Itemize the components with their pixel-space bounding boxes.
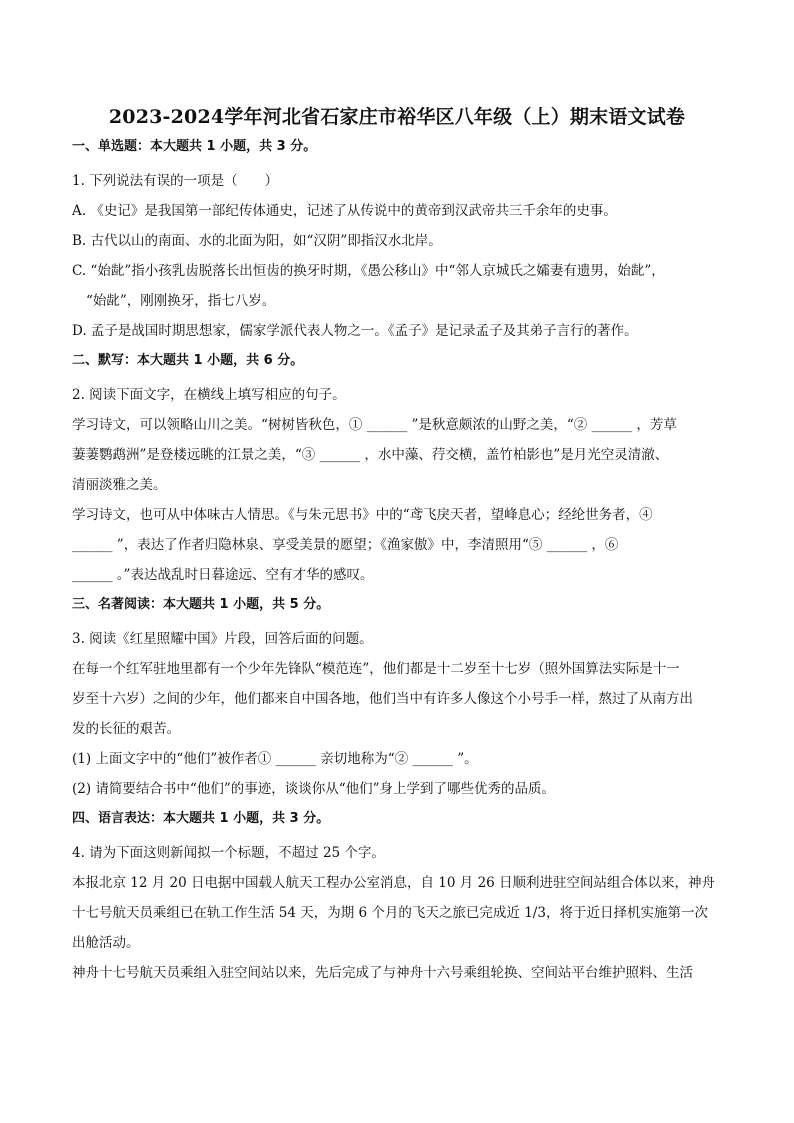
- question-4-stem: 4. 请为下面这则新闻拟一个标题，不超过 25 个字。: [72, 845, 385, 861]
- question-2-stem: 2. 阅读下面文字，在横线上填写相应的句子。: [72, 387, 346, 403]
- question-2-passage-2-line-1: 学习诗文，也可从中体味古人情思。《与朱元思书》中的“鸢飞戾天者，望峰息心；经纶世务者，④: [72, 507, 653, 523]
- question-2-passage-2-line-2: ______ ”，表达了作者归隐林泉、享受美景的愿望；《渔家傲》中，李清照用“⑤ ______ ，⑥: [72, 537, 619, 553]
- question-4-news-line-3: 出舱活动。: [72, 935, 140, 951]
- exam-title: 2023-2024学年河北省石家庄市裕华区八年级（上）期末语文试卷: [108, 106, 686, 128]
- question-3-passage-line-1: 在每一个红军驻地里都有一个少年先锋队“模范连”，他们都是十二岁至十七岁（照外国算法实际是十一: [72, 661, 680, 677]
- question-2-passage-1-line-1: 学习诗文，可以领略山川之美。“树树皆秋色，① ______ ”是秋意颇浓的山野之美，“② ______ ，芳草: [72, 417, 677, 433]
- question-4-news-line-2: 十七号航天员乘组已在轨工作生活 54 天，为期 6 个月的飞天之旅已完成近 1/3，将于近日择机实施第一次: [72, 905, 708, 921]
- section-heading-single-choice: 一、单选题：本大题共 1 小题，共 3 分。: [72, 139, 317, 154]
- question-3-passage-line-2: 岁至十六岁）之间的少年，他们都来自中国各地，他们当中有许多人像这个小号手一样，熬过了从南方出: [72, 691, 693, 707]
- question-3-stem: 3. 阅读《红星照耀中国》片段，回答后面的问题。: [72, 631, 373, 647]
- question-4-news-line-4: 神舟十七号航天员乘组入驻空间站以来，先后完成了与神舟十六号乘组轮换、空间站平台维护照料、生活: [72, 965, 693, 981]
- question-1-option-d: D. 孟子是战国时期思想家，儒家学派代表人物之一。《孟子》是记录孟子及其弟子言行的著作。: [72, 323, 638, 339]
- section-heading-dictation: 二、默写：本大题共 1 小题，共 6 分。: [72, 353, 304, 368]
- question-1-option-c-line-2: “始龀”，刚刚换牙，指七八岁。: [86, 293, 276, 309]
- question-2-passage-2-line-3: ______ 。”表达战乱时日暮途远、空有才华的感叹。: [72, 567, 374, 583]
- question-1-option-b: B. 古代以山的南面、水的北面为阳，如“汉阴”即指汉水北岸。: [72, 233, 442, 249]
- question-1-stem: 1. 下列说法有误的一项是（ ）: [72, 173, 279, 189]
- question-1-option-a: A. 《史记》是我国第一部纪传体通史，记述了从传说中的黄帝到汉武帝共三千余年的史事。: [72, 203, 617, 219]
- question-2-passage-1-line-2: 萋萋鹦鹉洲”是登楼远眺的江景之美，“③ ______ ，水中藻、荇交横，盖竹柏影也”是月光空灵清澈、: [72, 447, 669, 463]
- question-1-option-c-line-1: C. “始龀”指小孩乳齿脱落长出恒齿的换牙时期，《愚公移山》中“邻人京城氏之孀妻有遗男，始龀”，: [72, 263, 665, 279]
- question-4-news-line-1: 本报北京 12 月 20 日电据中国载人航天工程办公室消息，自 10 月 26 日顺利进驻空间站组合体以来，神舟: [72, 875, 716, 891]
- section-heading-language-expression: 四、语言表达：本大题共 1 小题，共 3 分。: [72, 811, 330, 826]
- question-3-sub-2: (2) 请简要结合书中“他们”的事迹，谈谈你从“他们”身上学到了哪些优秀的品质。: [72, 781, 556, 797]
- question-3-sub-1: (1) 上面文字中的“他们”被作者① ______ 亲切地称为“② ______ ”。: [72, 751, 478, 767]
- section-heading-classic-reading: 三、名著阅读：本大题共 1 小题，共 5 分。: [72, 597, 330, 612]
- question-2-passage-1-line-3: 清丽淡雅之美。: [72, 477, 167, 493]
- question-3-passage-line-3: 发的长征的艰苦。: [72, 721, 180, 737]
